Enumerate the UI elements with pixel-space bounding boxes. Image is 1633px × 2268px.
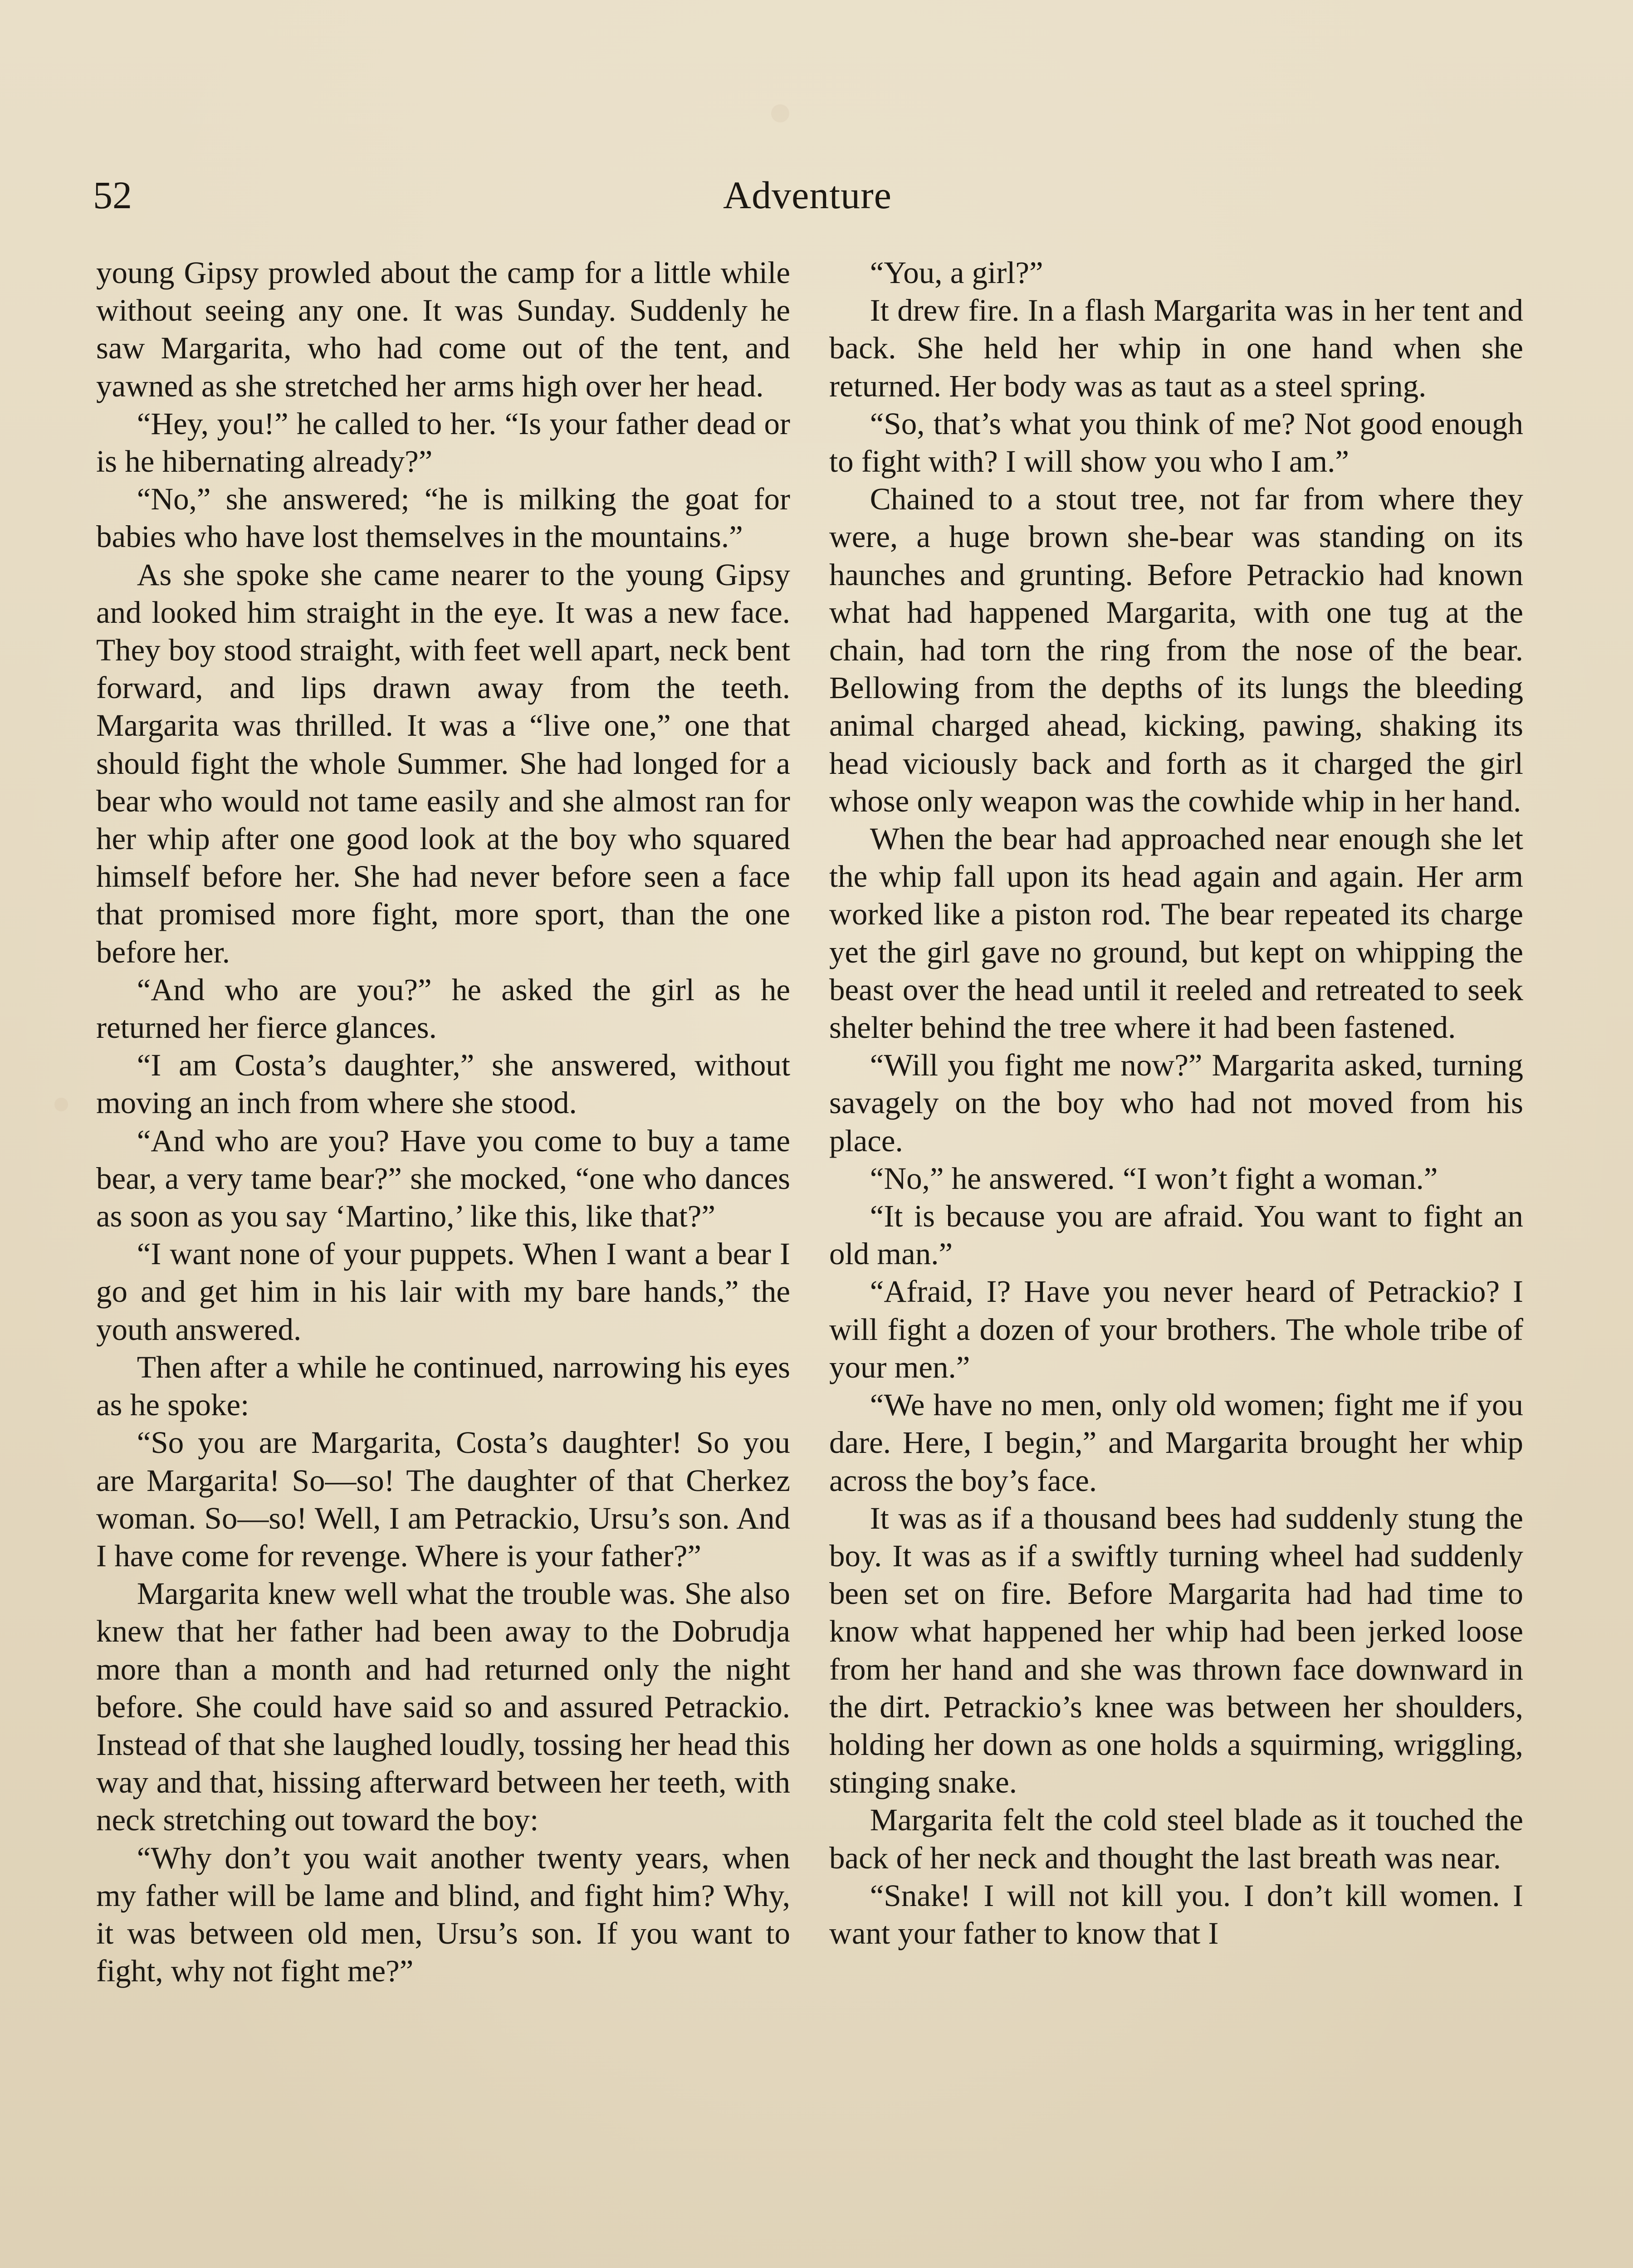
- paragraph: “So you are Margarita, Costa’s daughter! So you are Margarita! So—so! The daughter of that Cherkez woman. So—so! Well, I am Petrackio, Ursu’s son. And I have come for revenge. Where is your father?”: [96, 1425, 790, 1573]
- paragraph: “No,” she answered; “he is milking the goat for babies who have lost themselves in the mountains.”: [96, 482, 790, 554]
- paragraph: It drew fire. In a flash Margarita was in her tent and back. She held her whip in one hand when she returned. Her body was as taut as a steel spring.: [829, 293, 1523, 403]
- paragraph: “You, a girl?”: [870, 255, 1043, 290]
- paragraph: It was as if a thousand bees had suddenly stung the boy. It was as if a swiftly turning wheel had suddenly been set on fire. Before Margarita had had time to know what happened her whip had been jerked loose from her hand and she was thrown face downward in the dirt. Petrackio’s knee was between her shoulders, holding her down as one holds a squirming, wriggling, stinging snake.: [829, 1501, 1523, 1800]
- paragraph: Margarita felt the cold steel blade as it touched the back of her neck and thought the last breath was near.: [829, 1803, 1523, 1875]
- paragraph: “I am Costa’s daughter,” she answered, without moving an inch from where she stood.: [96, 1048, 790, 1120]
- paragraph: “And who are you?” he asked the girl as he returned her fierce glances.: [96, 972, 790, 1045]
- paragraph: “Afraid, I? Have you never heard of Petrackio? I will fight a dozen of your brothers. The whole tribe of your men.”: [829, 1274, 1523, 1384]
- magazine-title: Adventure: [723, 173, 892, 217]
- paragraph: “No,” he answered. “I won’t fight a woman.”: [870, 1161, 1438, 1196]
- page-number: 52: [93, 173, 132, 217]
- paragraph: When the bear had approached near enough she let the whip fall upon its head again and again. Her arm worked like a piston rod. The bear repeated its charge yet the girl gave no ground, but kept on whipping the beast over the head until it reeled and retreated to seek shelter behind the tree where it had been fastened.: [829, 821, 1523, 1045]
- paragraph: As she spoke she came nearer to the young Gipsy and looked him straight in the eye. It was a new face. They boy stood straight, with feet well apart, neck bent forward, and lips drawn away from the teeth. Margarita was thrilled. It was a “live one,” one that should fight the whole Summer. She had longed for a bear who would not tame easily and she almost ran for her whip after one good look at the boy who squared himself before her. She had never before seen a face that promised more fight, more sport, than the one before her.: [96, 557, 790, 969]
- paragraph: Margarita knew well what the trouble was. She also knew that her father had been away to the Dobrudja more than a month and had returned only the night before. She could have said so and assured Petrackio. Instead of that she laughed loudly, tossing her head this way and that, hissing afterward between her teeth, with neck stretching out toward the boy:: [96, 1576, 790, 1838]
- paragraph: “Will you fight me now?” Margarita asked, turning savagely on the boy who had not moved from his place.: [829, 1048, 1523, 1158]
- paragraph: young Gipsy prowled about the camp for a little while without seeing any one. It was Sunday. Suddenly he saw Margarita, who had come out of the tent, and yawned as she stretched her arms high over her head.: [96, 255, 790, 403]
- left-column: [96, 254, 790, 1990]
- paragraph: “Hey, you!” he called to her. “Is your father dead or is he hibernating already?”: [96, 406, 790, 479]
- paragraph: Chained to a stout tree, not far from where they were, a huge brown she-bear was standing on its haunches and grunting. Before Petrackio had known what had happened Margarita, with one tug at the chain, had torn the ring from the nose of the bear. Bellowing from the depths of its lungs the bleeding animal charged ahead, kicking, pawing, shaking its head viciously back and forth as it charged the girl whose only weapon was the cowhide whip in her hand.: [829, 482, 1523, 818]
- paragraph: “We have no men, only old women; fight me if you dare. Here, I begin,” and Margarita brought her whip across the boy’s face.: [829, 1388, 1523, 1498]
- paragraph: “I want none of your puppets. When I want a bear I go and get him in his lair with my bare hands,” the youth answered.: [96, 1237, 790, 1347]
- paragraph: Then after a while he continued, narrowing his eyes as he spoke:: [96, 1349, 790, 1422]
- paper-stain: [54, 1098, 68, 1111]
- paragraph: “It is because you are afraid. You want to fight an old man.”: [829, 1199, 1523, 1271]
- right-column: [829, 254, 1523, 1952]
- paper-stain: [771, 104, 789, 122]
- page-header: [93, 168, 1522, 222]
- paragraph: “And who are you? Have you come to buy a tame bear, a very tame bear?” she mocked, “one who dances as soon as you say ‘Martino,’ like this, like that?”: [96, 1123, 790, 1234]
- paragraph: “So, that’s what you think of me? Not good enough to fight with? I will show you who I am.”: [829, 406, 1523, 479]
- paragraph: “Snake! I will not kill you. I don’t kill women. I want your father to know that I: [829, 1878, 1523, 1950]
- paragraph: “Why don’t you wait another twenty years, when my father will be lame and blind, and fight him? Why, it was between old men, Ursu’s son. If you want to fight, why not fight me?”: [96, 1840, 790, 1989]
